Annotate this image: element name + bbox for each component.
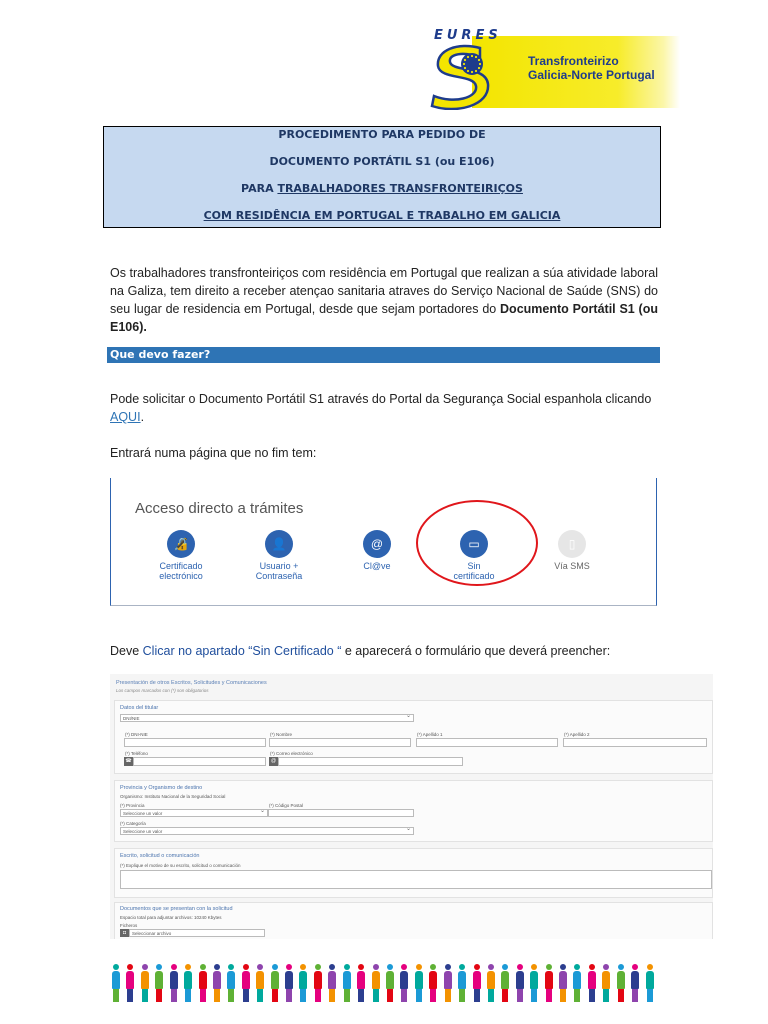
person-figure-icon (183, 964, 193, 1002)
person-figure-icon (472, 964, 482, 1002)
person-figure-icon (212, 964, 222, 1002)
tile-clave[interactable] (332, 530, 422, 571)
intro-paragraph (110, 264, 658, 336)
person-figure-icon (486, 964, 496, 1002)
person-figure-icon (572, 964, 582, 1002)
person-figure-icon (371, 964, 381, 1002)
title-line-2: DOCUMENTO PORTÁTIL S1 (ou E106) (269, 155, 495, 168)
tile-certificado-label-2: electrónico (159, 571, 203, 581)
escrito-title: Escrito, solicitud o comunicación (120, 853, 200, 859)
person-figure-icon (645, 964, 655, 1002)
ficheros-label: Ficheros (120, 923, 138, 928)
titular-title: Datos del titular (120, 705, 159, 711)
title-line-3-underlined: TRABALHADORES TRANSFRONTEIRIÇOS (277, 182, 523, 195)
person-figure-icon (298, 964, 308, 1002)
person-figure-icon (587, 964, 597, 1002)
person-figure-icon (255, 964, 265, 1002)
person-figure-icon (428, 964, 438, 1002)
email-input[interactable] (278, 757, 463, 766)
instruction-1 (110, 390, 658, 426)
tile-certificado[interactable] (136, 530, 226, 581)
dni-input[interactable] (124, 738, 266, 747)
provincia-panel (114, 780, 713, 842)
tile-via-sms[interactable] (527, 530, 617, 571)
provincia-select[interactable]: Seleccione un valor ⌄ (120, 809, 268, 817)
lock-certificate-icon: 🔏 (167, 530, 195, 558)
documentos-panel (114, 902, 713, 939)
apellido1-label: (*) Apellido 1 (417, 732, 443, 737)
title-box (103, 126, 661, 228)
highlight-circle (416, 500, 538, 586)
title-line-3 (104, 175, 660, 202)
eures-s-emblem-icon (428, 40, 496, 110)
acceso-directo-screenshot (110, 478, 657, 606)
title-line-3-prefix: PARA (241, 182, 278, 195)
person-figure-icon (198, 964, 208, 1002)
form-required-note: Los campos marcados con (*) son obligatorios (116, 688, 209, 693)
nombre-label: (*) Nombre (270, 732, 293, 737)
instruction-3 (110, 642, 658, 660)
logo-text (528, 54, 655, 82)
tile-usuario-label-2: Contraseña (255, 571, 303, 581)
title-line-4: COM RESIDÊNCIA EM PORTUGAL E TRABALHO EM GALICIA (203, 209, 561, 222)
categoria-select[interactable]: Seleccione un valor ⌄ (120, 827, 414, 835)
acceso-title: Acceso directo a trámites (135, 500, 304, 517)
tile-usuario[interactable] (234, 530, 324, 581)
laptop-icon: ▭ (460, 530, 488, 558)
user-password-icon: 👤 (265, 530, 293, 558)
person-figure-icon (356, 964, 366, 1002)
tile-via-sms-label: Vía SMS (554, 561, 590, 571)
titular-panel (114, 700, 713, 774)
person-figure-icon (414, 964, 424, 1002)
person-figure-icon (169, 964, 179, 1002)
organismo-label: Organismo: (120, 794, 144, 799)
email-label: (*) Correo electrónico (270, 751, 313, 756)
organismo-row (120, 794, 225, 799)
espacio-note: Espacio total para adjuntar archivos: 10240 Kbytes (120, 915, 222, 920)
person-figure-icon (443, 964, 453, 1002)
escrito-panel (114, 848, 713, 898)
person-figure-icon (616, 964, 626, 1002)
tile-usuario-label-1: Usuario + (259, 561, 299, 571)
person-figure-icon (241, 964, 251, 1002)
tile-certificado-label-1: Certificado (159, 561, 203, 571)
person-figure-icon (327, 964, 337, 1002)
telefono-label: (*) Teléfono (125, 751, 148, 756)
person-figure-icon (529, 964, 539, 1002)
apellido1-input[interactable] (416, 738, 558, 747)
instruction-3-prefix: Deve (110, 644, 143, 658)
person-figure-icon (154, 964, 164, 1002)
motivo-label: (*) Explique el motivo de su escrito, solicitud o comunicación (120, 863, 241, 868)
person-figure-icon (313, 964, 323, 1002)
dni-label: (*) DNI-NIE (125, 732, 148, 737)
person-figure-icon (284, 964, 294, 1002)
doc-type-select[interactable]: DNI/NIE ⌄ (120, 714, 414, 722)
organismo-value: Instituto Nacional de la Seguridad Social (144, 794, 226, 799)
eures-logo (428, 28, 680, 110)
aqui-link[interactable]: AQUI (110, 410, 141, 424)
logo-brand: EURES (434, 28, 502, 43)
form-header: Presentación de otros Escritos, Solicitudes y Comunicaciones (116, 680, 267, 686)
provincia-label: (*) Provincia (120, 803, 145, 808)
instruction-3-suffix: e aparecerá o formulário que deverá preencher: (341, 644, 611, 658)
person-figure-icon (226, 964, 236, 1002)
title-line-1: PROCEDIMENTO PARA PEDIDO DE (278, 128, 486, 141)
instruction-2: Entrará numa página que no fim tem: (110, 446, 317, 460)
person-figure-icon (558, 964, 568, 1002)
seleccionar-archivo-button[interactable]: Seleccionar archivo (129, 929, 265, 937)
camera-icon: ◘ (120, 929, 129, 937)
categoria-label: (*) Categoría (120, 821, 146, 826)
person-figure-icon (140, 964, 150, 1002)
person-figure-icon (544, 964, 554, 1002)
provincia-title: Provincia y Organismo de destino (120, 785, 203, 791)
logo-line-2: Galicia-Norte Portugal (528, 68, 655, 82)
person-figure-icon (342, 964, 352, 1002)
person-figure-icon (270, 964, 280, 1002)
logo-line-1: Transfronteirizo (528, 54, 619, 68)
apellido2-input[interactable] (563, 738, 707, 747)
codigo-postal-input[interactable] (268, 809, 414, 817)
person-figure-icon (125, 964, 135, 1002)
person-figure-icon (515, 964, 525, 1002)
mobile-phone-icon: ▯ (558, 530, 586, 558)
email-icon: @ (270, 758, 277, 764)
tile-sin-certificado-label-2: certificado (453, 571, 495, 581)
instruction-1-end: . (140, 410, 145, 424)
person-figure-icon (399, 964, 409, 1002)
telefono-input[interactable] (133, 757, 266, 766)
intro-text: Os trabalhadores transfronteiriços com residência em Portugal que realizan a súa atividade laboral na Galiza, tem direito a receber atençao sanitaria atraves do Serviço Nacional de Saúde (SNS) do seu lugar de residencia em Portugal, desde que sejam portadores do (110, 266, 658, 316)
person-figure-icon (601, 964, 611, 1002)
tile-clave-label: Cl@ve (363, 561, 391, 571)
instruction-3-highlight: Clicar no apartado “Sin Certificado “ (142, 644, 342, 658)
person-figure-icon (500, 964, 510, 1002)
person-figure-icon (385, 964, 395, 1002)
footer-figures (110, 960, 658, 1004)
phone-icon: ☎ (125, 758, 132, 764)
documentos-title: Documentos que se presentan con la solicitud (120, 906, 233, 912)
person-figure-icon (111, 964, 121, 1002)
form-screenshot (110, 674, 713, 939)
codigo-postal-label: (*) Código Postal (269, 803, 304, 808)
person-figure-icon (630, 964, 640, 1002)
tile-sin-certificado-label-1: Sin (467, 561, 481, 571)
motivo-textarea[interactable] (120, 870, 712, 889)
person-figure-icon (457, 964, 467, 1002)
apellido2-label: (*) Apellido 2 (564, 732, 590, 737)
at-sign-icon: @ (363, 530, 391, 558)
section-heading: Que devo fazer? (107, 347, 660, 363)
intro-bold: Documento Portátil S1 (ou E106). (110, 302, 658, 334)
instruction-1-text: Pode solicitar o Documento Portátil S1 através do Portal da Segurança Social espanhola clicando (110, 392, 652, 406)
nombre-input[interactable] (269, 738, 411, 747)
